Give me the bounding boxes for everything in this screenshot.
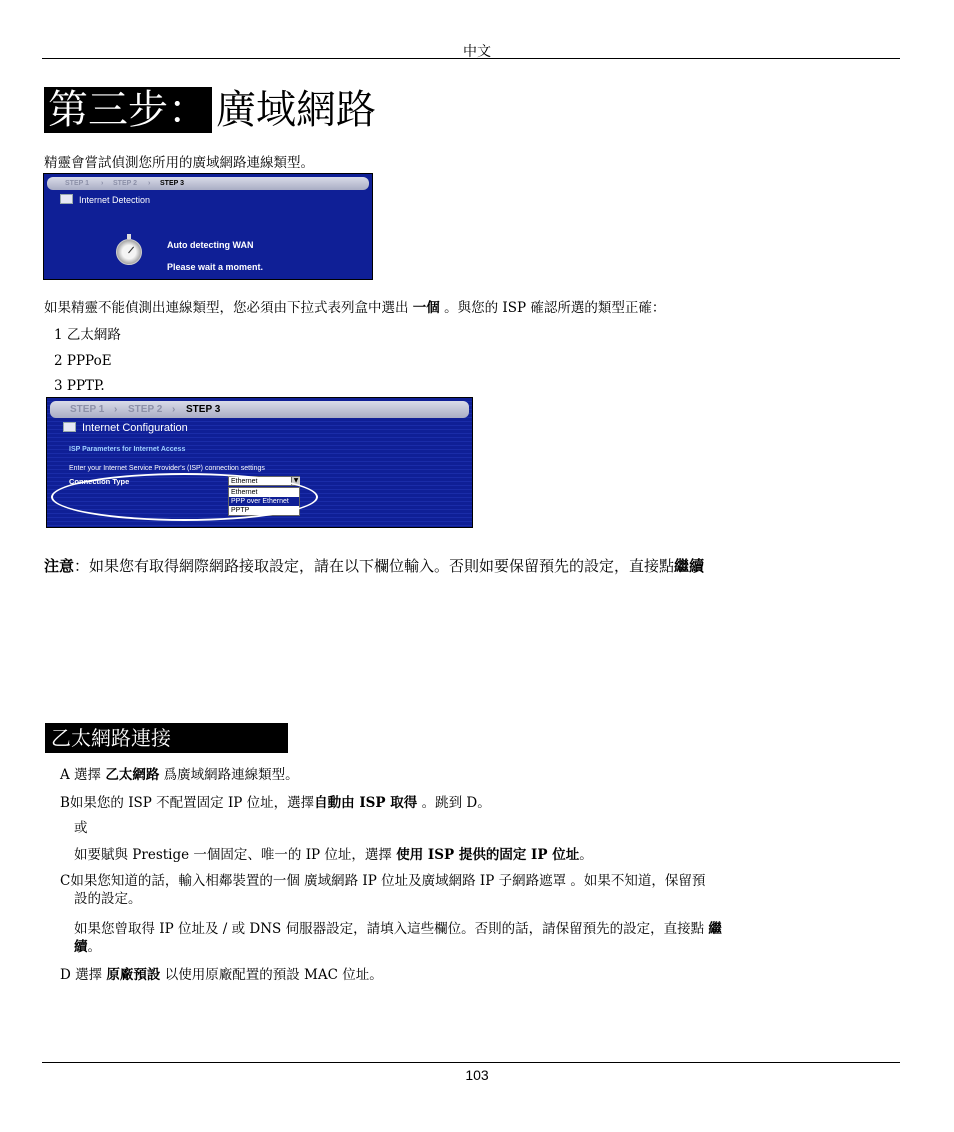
step-bar	[50, 401, 469, 418]
step-bar	[47, 177, 369, 190]
step-3: STEP 3	[160, 180, 184, 187]
wait-text: Please wait a moment.	[167, 262, 264, 272]
list-item: 3 PPTP.	[54, 378, 105, 394]
step-title	[44, 86, 376, 134]
step-2: STEP 2	[113, 180, 137, 187]
step-c-dns-cont: 續。	[74, 939, 101, 955]
option-pptp[interactable]: PPTP	[231, 507, 250, 514]
highlight-ellipse	[51, 473, 318, 521]
step-title-label: 第三步：	[44, 87, 212, 133]
header-rule	[42, 58, 900, 59]
step-1: STEP 1	[65, 180, 89, 187]
step-sep-2: ›	[148, 180, 151, 187]
step-title-text: 廣域網路	[216, 87, 376, 133]
footer-rule	[42, 1062, 900, 1063]
isp-instruction: Enter your Internet Service Provider's (ISP) connection settings	[69, 465, 265, 472]
step-b-alt: 如要賦與 Prestige 一個固定、唯一的 IP 位址，選擇 使用 ISP 提供的固定 IP 位址。	[74, 847, 593, 863]
step-sep-1: ›	[114, 404, 118, 415]
or-text: 或	[74, 820, 88, 836]
step-c-cont: 設的設定。	[74, 891, 142, 907]
option-pppoe[interactable]: PPP over Ethernet	[229, 497, 299, 506]
header-language: 中文	[463, 44, 491, 60]
folder-icon	[60, 194, 73, 204]
connection-type-select[interactable]: Ethernet	[228, 476, 300, 486]
section-internet-configuration: Internet Configuration	[63, 422, 188, 434]
chevron-down-icon[interactable]: ▼	[291, 477, 300, 485]
screenshot-internet-detection	[43, 173, 373, 280]
step-3: STEP 3	[186, 404, 221, 415]
screenshot-internet-configuration	[46, 397, 473, 528]
step-d: D 選擇 原廠預設 以使用原廠配置的預設 MAC 位址。	[60, 967, 383, 983]
step-sep-1: ›	[101, 180, 104, 187]
step-b: B如果您的 ISP 不配置固定 IP 位址，選擇自動由 ISP 取得 。跳到 D。	[60, 795, 491, 811]
manual-select-text: 如果精靈不能偵測出連線類型，您必須由下拉式表列盒中選出 一個 。與您的 ISP 確認所選的類型正確：	[44, 300, 666, 316]
list-item: 1 乙太網路	[54, 327, 121, 343]
step-1: STEP 1	[70, 404, 105, 415]
step-a: A 選擇 乙太網路 爲廣域網路連線類型。	[60, 767, 299, 783]
note-text: 注意：如果您有取得網際網路接取設定，請在以下欄位輸入。否則如要保留預先的設定，直接點繼續	[44, 557, 705, 575]
step-c-dns: 如果您曾取得 IP 位址及 / 或 DNS 伺服器設定，請填入這些欄位。否則的話，請保留預先的設定，直接點 繼	[74, 921, 722, 937]
section-internet-detection: Internet Detection	[60, 194, 150, 205]
intro-text: 精靈會嘗試偵測您所用的廣域網路連線類型。	[44, 155, 314, 171]
stopwatch-icon	[116, 239, 142, 265]
option-ethernet[interactable]: Ethernet	[231, 489, 258, 496]
isp-parameters-heading: ISP Parameters for Internet Access	[69, 446, 186, 453]
detecting-text: Auto detecting WAN	[167, 240, 254, 250]
page-number: 103	[465, 1067, 489, 1083]
list-item: 2 PPPoE	[54, 353, 112, 369]
step-sep-2: ›	[172, 404, 176, 415]
step-c: C如果您知道的話，輸入相鄰裝置的一個 廣域網路 IP 位址及廣域網路 IP 子網路遮罩 。如果不知道，保留預	[60, 873, 706, 889]
connection-type-label: Connection Type	[69, 477, 130, 486]
ethernet-heading: 乙太網路連接	[45, 723, 288, 753]
folder-icon	[63, 422, 76, 432]
step-2: STEP 2	[128, 404, 163, 415]
